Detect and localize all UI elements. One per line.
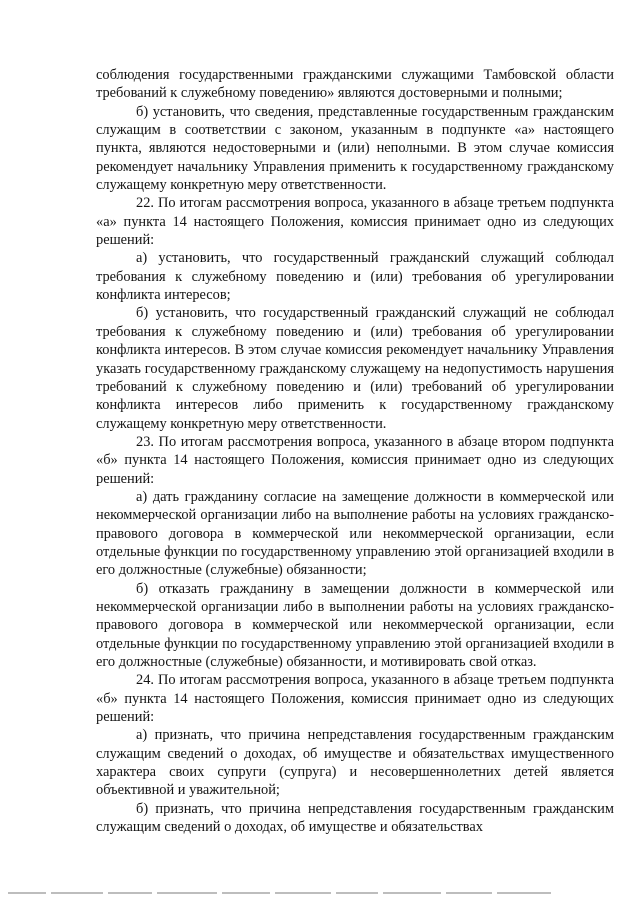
paragraph-22a: а) установить, что государственный гражданский служащий соблюдал требования к служебному поведению и (или) требования об урегулировании конфликта интересов; <box>96 250 614 304</box>
paragraph-22b: б) установить, что государственный гражданский служащий не соблюдал требования к служебному поведению и (или) требования об урегулировании конфликта интересов. В этом случае комиссия рекомендует начальнику Управления указать государственному гражданскому служащему на недопустимость нарушения требований к служебному поведению и (или) требований об урегулировании конфликта интересов либо применить к государственному гражданскому служащему конкретную меру ответственности. <box>96 305 614 432</box>
scan-artifact <box>336 892 378 894</box>
scan-artifact <box>51 892 103 894</box>
paragraph-24b: б) признать, что причина непредставления государственным гражданским служащим сведений о доходах, об имуществе и обязательствах <box>96 800 614 836</box>
paragraph-21b: б) установить, что сведения, представленные государственным гражданским служащим в соответствии с законом, указанным в подпункте «а» настоящего пункта, являются недостоверными и (или) неполными. В этом случае комиссия рекомендует начальнику Управления применить к государственному гражданскому служащему конкретную меру ответственности. <box>96 103 614 194</box>
paragraph-22: 22. По итогам рассмотрения вопроса, указанного в абзаце третьем подпункта «а» пункта 14 настоящего Положения, комиссия принимает одно из следующих решений: <box>96 195 614 249</box>
paragraph-23a: а) дать гражданину согласие на замещение должности в коммерческой или некоммерческой организации либо на выполнение работы на условиях гражданско-правового договора в коммерческой или некоммерческой организации, если отдельные функции по государственному управлению этой организацией входили в его должностные (служебные) обязанности; <box>96 488 614 579</box>
paragraph-23b: б) отказать гражданину в замещении должности в коммерческой или некоммерческой организации либо в выполнении работы на условиях гражданско-правового договора в коммерческой или некоммерческой организации, если отдельные функции по государственному управлению этой организацией входили в его должностные (служебные) обязанности, и мотивировать свой отказ. <box>96 580 614 670</box>
scan-artifact <box>446 892 492 894</box>
paragraph-24a: а) признать, что причина непредставления государственным гражданским служащим сведений о доходах, об имуществе и обязательствах имущественного характера своих супруги (супруга) и несовершеннолетних детей является объективной и уважительной; <box>96 727 614 799</box>
scan-artifact <box>108 892 152 894</box>
scan-artifact <box>8 892 46 894</box>
scan-artifact <box>157 892 217 894</box>
paragraph-23: 23. По итогам рассмотрения вопроса, указанного в абзаце втором подпункта «б» пункта 14 настоящего Положения, комиссия принимает одно из следующих решений: <box>96 433 614 487</box>
paragraph-24: 24. По итогам рассмотрения вопроса, указанного в абзаце третьем подпункта «б» пункта 14 настоящего Положения, комиссия принимает одно из следующих решений: <box>96 672 614 726</box>
scan-artifact <box>383 892 441 894</box>
paragraph-continuation: соблюдения государственными гражданскими служащими Тамбовской области требований к служебному поведению» являются достоверными и полными; <box>96 67 614 102</box>
scan-artifact <box>222 892 270 894</box>
scan-artifact <box>497 892 551 894</box>
scan-artifact-strip <box>8 889 632 897</box>
scan-artifact <box>275 892 331 894</box>
